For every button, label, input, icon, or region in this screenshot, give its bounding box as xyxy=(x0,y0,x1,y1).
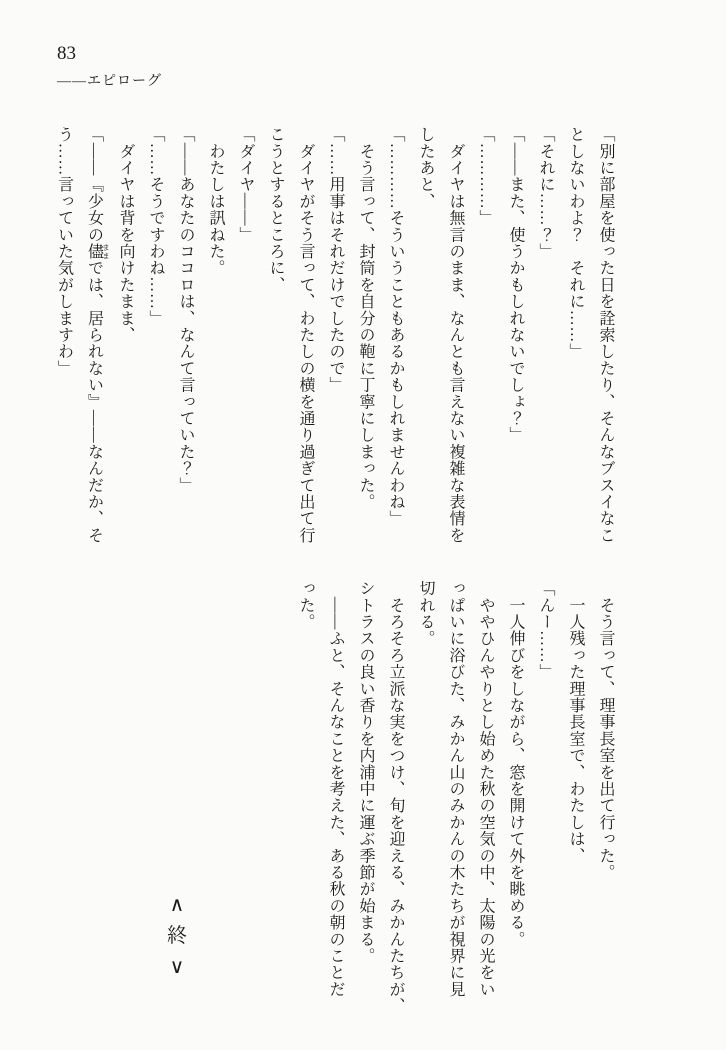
text-line: ダイヤは無言のまま、なんとも言えない複雑な表情を xyxy=(447,126,464,544)
end-marker xyxy=(164,895,190,977)
page-header xyxy=(57,44,162,89)
text-line: ――ふと、そんなことを考えた、ある秋の朝のことだ xyxy=(327,580,344,998)
text-line: 「――あなたのココロは、なんて言っていた？」 xyxy=(177,126,194,494)
text-line: 切れる。 xyxy=(417,580,434,647)
text-line: としないわよ？ それに……」 xyxy=(567,126,584,360)
running-head-chapter: ――エピローグ xyxy=(57,74,162,89)
text-line: シトラスの良い香りを内浦中に運ぶ季節が始まる。 xyxy=(357,580,374,965)
end-marker-bracket-close: ∨ xyxy=(169,956,185,978)
ruby-annotated-text: 儘 まま xyxy=(85,242,111,260)
text-line: 「――『少女の儘 ままでは、居られない』――なんだか、そ xyxy=(85,126,111,544)
text-line: そろそろ立派な実をつけ、旬を迎える、みかんたちが、 xyxy=(387,580,404,1015)
text-line: う……言っていた気がしますわ」 xyxy=(55,126,73,377)
text-line: 「それに……？」 xyxy=(537,126,554,260)
text-line: っぱいに浴びた、みかん山のみかんの木たちが視界に見 xyxy=(447,580,464,998)
text-line: 「んー……」 xyxy=(537,580,554,681)
text-block-upper xyxy=(50,126,620,566)
text-line: こうとするところに、 xyxy=(267,126,284,293)
text-line: そう言って、理事長室を出て行った。 xyxy=(597,580,614,881)
text-line: 「…………そういうこともあるかもしれませんわね」 xyxy=(387,126,404,527)
text-line: 「――また、使うかもしれないでしょ？」 xyxy=(507,126,524,444)
text-line: った。 xyxy=(297,580,314,631)
page-number: 83 xyxy=(57,43,76,64)
end-marker-bracket-open: ∧ xyxy=(169,894,185,916)
text-line: ややひんやりとし始めた秋の空気の中、太陽の光をい xyxy=(477,580,494,998)
text-line: 「……そうですわね……」 xyxy=(147,126,164,327)
end-marker-label: 終 xyxy=(167,925,187,947)
text-line: 「ダイヤ――」 xyxy=(237,126,254,243)
text-line: ダイヤは背を向けたまま、 xyxy=(117,126,134,344)
text-line: 「別に部屋を使った日を詮索したり、そんなブスイなこ xyxy=(597,126,614,544)
text-line: 一人残った理事長室で、わたしは、 xyxy=(567,580,584,864)
text-block-lower xyxy=(290,580,620,1020)
text-line: 「……用事はそれだけでしたので」 xyxy=(327,126,344,394)
text-line: わたしは訊ねた。 xyxy=(207,126,224,277)
text-line: したあと、 xyxy=(417,126,434,210)
text-line: そう言って、封筒を自分の鞄に丁寧にしまった。 xyxy=(357,126,374,511)
text-line: 一人伸びをしながら、窓を開けて外を眺める。 xyxy=(507,580,524,948)
text-line: 「…………」 xyxy=(477,126,494,227)
text-line: ダイヤがそう言って、わたしの横を通り過ぎて出て行 xyxy=(297,126,314,544)
